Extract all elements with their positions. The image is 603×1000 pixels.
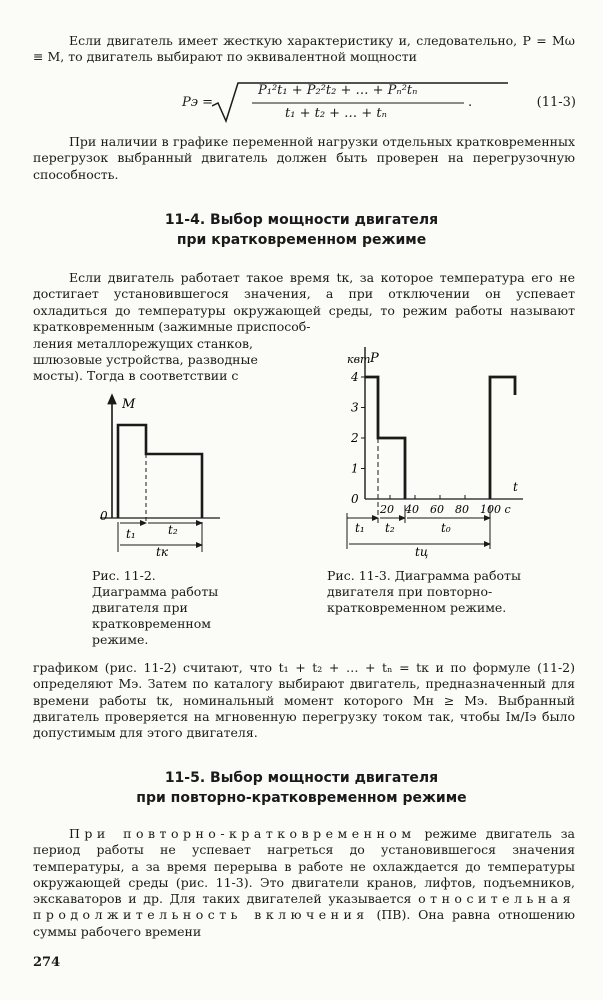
figure-11-3-caption: Рис. 11-3. Диаграмма работы двигателя при повторно-кратковременном режиме. [327, 568, 521, 615]
figure-11-2-caption: Рис. 11-2. Диаграмма работы двигателя при кратковременном режиме. [92, 568, 219, 647]
wrap-line-2: шлюзовые устройства, разводные [33, 352, 258, 367]
term-repeated-short: При повторно-кратковременном [69, 826, 416, 841]
fig3-x-tick-label: 60 [430, 503, 444, 516]
formula-denominator: t₁ + t₂ + … + tₙ [285, 106, 387, 121]
fig3-t1-label: t₁ [355, 521, 365, 535]
term-duty-factor: относительная продолжительность включения [33, 891, 575, 923]
section-11-5-paragraph: При повторно-кратковременном режиме двигатель за период работы не успевает нагреться до установившегося значения температуры, а за время перерыва в работе не охлаждается до температуры окружающей среды (рис. 11-3). Это двигатели кранов, лифтов, подъемников, экскаваторов и др. Для таких двигателей указывается относительная продолжительность включения (ПВ). Она равна отношению суммы рабочего времени [33, 826, 575, 939]
fig3-x-tick-label: 20 [380, 503, 394, 516]
fig3-y-tick-label: 2 [351, 431, 359, 445]
fig2-y-axis-label: M [122, 397, 136, 412]
intro-paragraph: Если двигатель имеет жесткую характеристику и, следовательно, P = Mω ≡ M, то двигатель выбирают по эквивалентной мощности [33, 33, 575, 65]
section-11-4-paragraph: Если двигатель работает такое время tк, за которое температура его не достигает установившегося значения, а при отключении он успевает охладиться до температуры окружающей среды, то режим работы называют кратковременным (зажимные приспособ- [33, 270, 575, 334]
section-11-5-title: 11-5. Выбор мощности двигателя при повторно-кратковременном режиме [136, 770, 467, 806]
overload-paragraph: При наличии в графике переменной нагрузки отдельных кратковременных перегрузок выбранный двигатель должен быть проверен на перегрузочную способность. [33, 134, 575, 182]
section-11-4-title: 11-4. Выбор мощности двигателя при кратковременном режиме [164, 212, 439, 248]
formula-period: . [468, 95, 473, 110]
equivalent-power-formula [170, 79, 580, 125]
formula-numerator: P₁²t₁ + P₂²t₂ + … + Pₙ²tₙ [258, 83, 418, 98]
formula-number: (11-3) [536, 95, 576, 110]
fig3-y-axis-label: P [370, 351, 379, 366]
fig3-t0-label: t₀ [441, 521, 451, 535]
fig3-y-tick-label: 0 [351, 492, 359, 506]
figure-11-3-diagram [325, 343, 550, 561]
fig3-y-tick-label: 1 [351, 461, 359, 476]
fig3-y-tick-label: 4 [351, 370, 359, 384]
fig3-x-tick-label: 40 [405, 503, 419, 516]
page-number: 274 [33, 955, 61, 970]
fig2-tk-label: tк [156, 545, 168, 559]
fig3-x-tick-label: 80 [455, 503, 469, 516]
wrap-line-3: мосты). Тогда в соответствии с [33, 368, 239, 383]
after-figures-paragraph: графиком (рис. 11-2) считают, что t₁ + t₂ + … + tₙ = tк и по формуле (11-2) определяют Mэ. Затем по каталогу выбирают двигатель, предназначенный для времени работы tк, номинальный момент которого Mн ≥ Mэ. Выбранный двигатель проверяется на мгновенную перегрузку током так, чтобы Iм/Iэ было допустимым для этого двигателя. [33, 660, 575, 741]
formula-lhs: Pэ = [182, 95, 214, 110]
fig2-t2-label: t₂ [168, 523, 178, 537]
fig3-y-tick-label: 3 [351, 400, 359, 415]
figure-11-2-diagram [92, 392, 242, 562]
fig3-unit-label: квт [347, 353, 371, 366]
fig3-x-tick-label: 100 с [480, 503, 511, 516]
fig2-origin: 0 [100, 509, 108, 523]
fig2-t1-label: t₁ [126, 527, 136, 541]
wrap-line-1: ления металлорежущих станков, [33, 336, 254, 351]
fig3-x-axis-label: t [513, 480, 518, 494]
fig3-t2-label: t₂ [385, 521, 395, 535]
fig3-tc-label: tц [415, 545, 429, 559]
